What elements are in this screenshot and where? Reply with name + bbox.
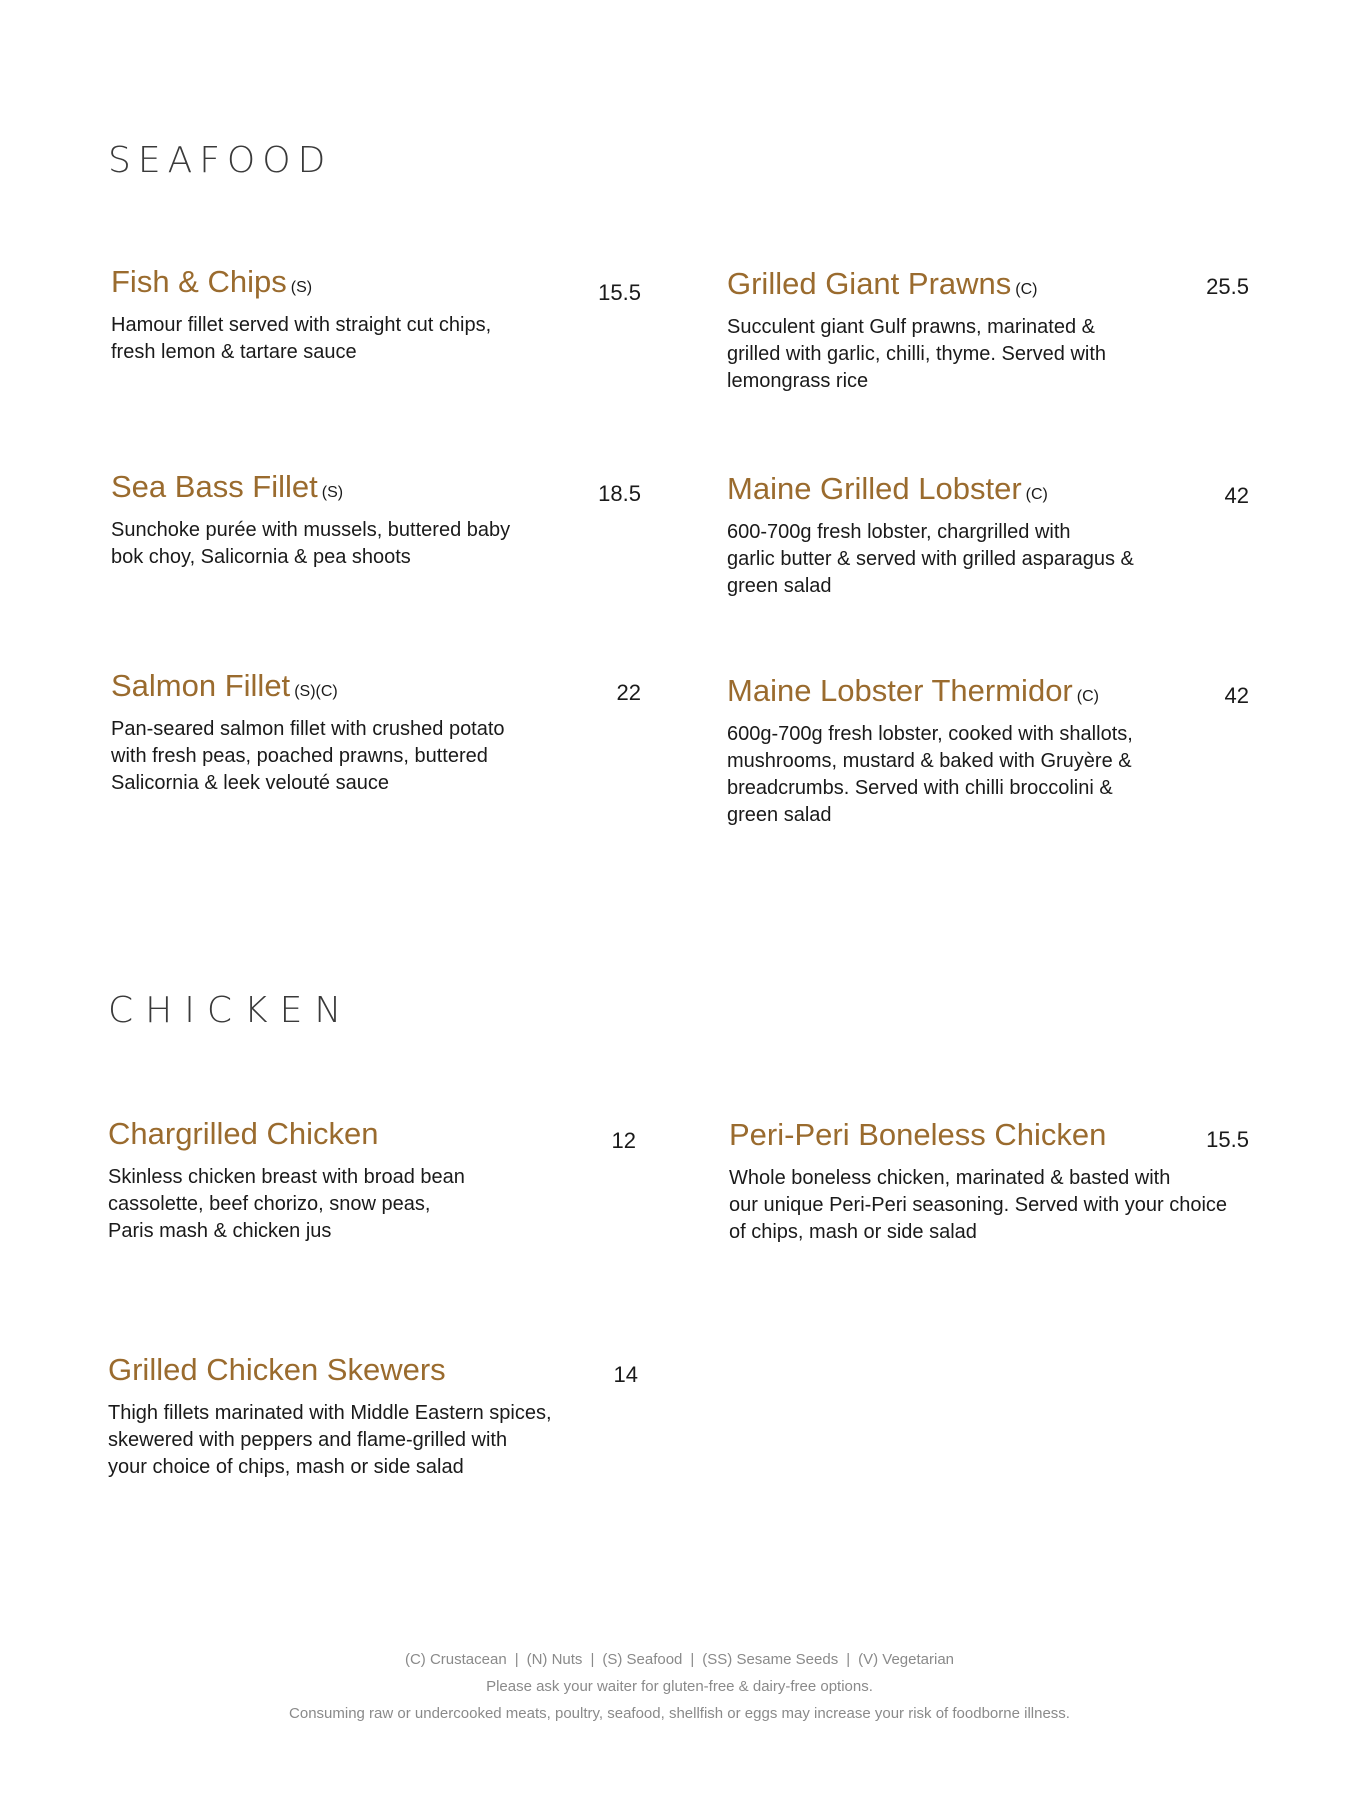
food-safety-warning: Consuming raw or undercooked meats, poultry, seafood, shellfish or eggs may increase your risk of foodborne illness. — [289, 1705, 1070, 1722]
menu-item-chargrilled-chicken — [108, 1116, 636, 1245]
item-price: 22 — [616, 680, 641, 705]
description-line: our unique Peri-Peri seasoning. Served with your choice — [729, 1194, 1228, 1216]
allergen-tag: (S) — [290, 279, 313, 296]
menu-item-salmon-fillet — [111, 668, 641, 797]
description-line: your choice of chips, mash or side salad — [108, 1456, 464, 1478]
item-header — [111, 668, 641, 708]
legend-nuts: (N) Nuts — [526, 1651, 583, 1668]
legend-vegetarian: (V) Vegetarian — [858, 1651, 954, 1668]
item-header — [729, 1117, 1249, 1157]
menu-item-peri-peri-boneless-chicken — [729, 1117, 1249, 1246]
item-name: Salmon Fillet — [111, 668, 291, 703]
description-line: Paris mash & chicken jus — [108, 1220, 332, 1242]
item-price: 14 — [613, 1362, 638, 1387]
description-line: 600-700g fresh lobster, chargrilled with — [727, 521, 1071, 543]
description-line: grilled with garlic, chilli, thyme. Served with — [727, 343, 1107, 365]
allergen-tag: (S) — [321, 484, 344, 501]
item-description — [111, 716, 641, 797]
menu-item-fish-and-chips — [111, 264, 641, 366]
item-header — [111, 469, 641, 509]
description-line: Whole boneless chicken, marinated & basted with — [729, 1167, 1171, 1189]
legend-separator: | — [514, 1651, 519, 1668]
allergen-tag: (C) — [1076, 688, 1099, 705]
menu-footer — [0, 1646, 1359, 1727]
description-line: lemongrass rice — [727, 370, 869, 392]
item-name: Chargrilled Chicken — [108, 1116, 379, 1151]
description-line: skewered with peppers and flame-grilled with — [108, 1429, 508, 1451]
description-line: bok choy, Salicornia & pea shoots — [111, 546, 411, 568]
dietary-note: Please ask your waiter for gluten-free & dairy-free options. — [486, 1678, 873, 1695]
item-price: 25.5 — [1206, 274, 1249, 299]
item-description — [727, 314, 1249, 395]
description-line: Hamour fillet served with straight cut chips, — [111, 314, 492, 336]
description-line: green salad — [727, 804, 832, 826]
item-header — [727, 266, 1249, 306]
item-description — [111, 517, 641, 571]
description-line: mushrooms, mustard & baked with Gruyère & — [727, 750, 1132, 772]
item-name: Sea Bass Fillet — [111, 469, 318, 504]
item-description — [727, 721, 1249, 829]
item-name: Grilled Giant Prawns — [727, 266, 1012, 301]
item-header — [108, 1116, 636, 1156]
item-name: Fish & Chips — [111, 264, 287, 299]
item-header — [727, 673, 1249, 713]
item-price: 15.5 — [598, 280, 641, 305]
menu-item-maine-lobster-thermidor — [727, 673, 1249, 829]
item-description — [727, 519, 1249, 600]
menu-item-sea-bass-fillet — [111, 469, 641, 571]
description-line: 600g-700g fresh lobster, cooked with shallots, — [727, 723, 1133, 745]
legend-separator: | — [590, 1651, 595, 1668]
item-description — [108, 1164, 636, 1245]
item-price: 42 — [1224, 483, 1249, 508]
item-header — [727, 471, 1249, 511]
description-line: with fresh peas, poached prawns, buttered — [111, 745, 488, 767]
item-name: Maine Grilled Lobster — [727, 471, 1022, 506]
legend-separator: | — [690, 1651, 695, 1668]
allergen-tag: (C) — [1015, 281, 1038, 298]
description-line: Pan-seared salmon fillet with crushed potato — [111, 718, 505, 740]
item-description — [111, 312, 641, 366]
menu-item-grilled-giant-prawns — [727, 266, 1249, 395]
description-line: breadcrumbs. Served with chilli broccolini & — [727, 777, 1113, 799]
allergen-tag: (S)(C) — [294, 683, 338, 700]
item-price: 42 — [1224, 683, 1249, 708]
item-name: Grilled Chicken Skewers — [108, 1352, 446, 1387]
description-line: Skinless chicken breast with broad bean — [108, 1166, 465, 1188]
section-title-seafood: SEAFOOD — [108, 140, 333, 181]
menu-item-maine-grilled-lobster — [727, 471, 1249, 600]
description-line: green salad — [727, 575, 832, 597]
item-name: Peri-Peri Boneless Chicken — [729, 1117, 1107, 1152]
description-line: Succulent giant Gulf prawns, marinated & — [727, 316, 1095, 338]
item-header — [108, 1352, 638, 1392]
item-description — [729, 1165, 1249, 1246]
item-description — [108, 1400, 638, 1481]
allergen-legend — [0, 1646, 1359, 1673]
item-price: 15.5 — [1206, 1127, 1249, 1152]
item-header — [111, 264, 641, 304]
item-price: 12 — [611, 1128, 636, 1153]
item-price: 18.5 — [598, 481, 641, 506]
description-line: fresh lemon & tartare sauce — [111, 341, 357, 363]
description-line: cassolette, beef chorizo, snow peas, — [108, 1193, 431, 1215]
legend-separator: | — [846, 1651, 851, 1668]
legend-sesame-seeds: (SS) Sesame Seeds — [702, 1651, 839, 1668]
description-line: garlic butter & served with grilled asparagus & — [727, 548, 1134, 570]
description-line: Salicornia & leek velouté sauce — [111, 772, 389, 794]
legend-crustacean: (C) Crustacean — [404, 1651, 507, 1668]
item-name: Maine Lobster Thermidor — [727, 673, 1073, 708]
legend-seafood: (S) Seafood — [602, 1651, 683, 1668]
section-title-chicken: CHICKEN — [108, 990, 354, 1031]
menu-item-grilled-chicken-skewers — [108, 1352, 638, 1481]
description-line: Thigh fillets marinated with Middle Eastern spices, — [108, 1402, 552, 1424]
description-line: of chips, mash or side salad — [729, 1221, 977, 1243]
description-line: Sunchoke purée with mussels, buttered baby — [111, 519, 511, 541]
allergen-tag: (C) — [1025, 486, 1048, 503]
